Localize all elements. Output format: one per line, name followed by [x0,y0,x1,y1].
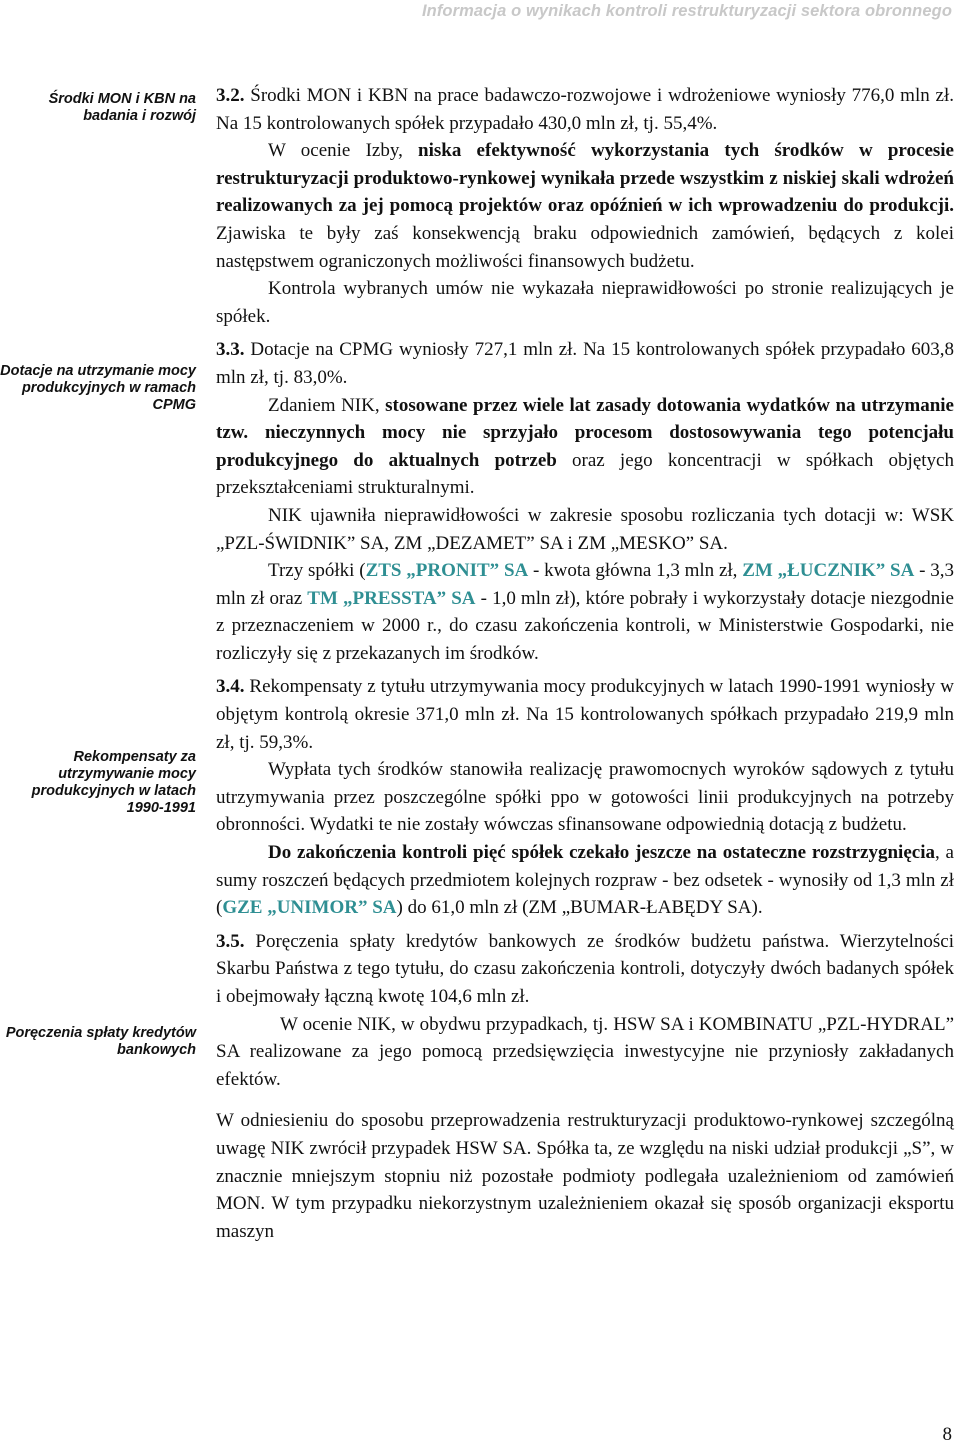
emphasis-text: Do zakończenia kontroli pięć spółek czekało jeszcze na ostateczne rozstrzygnięcia [268,842,935,864]
section-3-3-irregularities: NIK ujawniła nieprawidłowości w zakresie sposobu rozliczania tych dotacji w: WSK „PZL-ŚWIDNIK” SA, ZM „DEZAMET” SA i ZM „MESKO” SA. [216,504,954,554]
company-name: ZTS „PRONIT” SA [365,560,529,582]
emphasis-text: stosowane przez wiele lat zasady dotowania wydatków na utrzymanie tzw. nieczynnych mocy nie sprzyjało procesom dostosowywania tego potencjału produkcyjnego do aktualnych potrzeb [216,394,954,471]
section-3-2-contracts: Kontrola wybranych umów nie wykazała nieprawidłowości po stronie realizujących je spółek. [216,278,954,327]
running-header: Informacja o wynikach kontroli restrukturyzacji sektora obronnego [421,2,952,20]
section-number: 3.3. [216,339,245,361]
section-number: 3.5. [216,930,245,952]
section-number: 3.4. [216,676,245,698]
document-body [216,82,954,1245]
page-number: 8 [942,1424,952,1445]
section-3-3-companies: Trzy spółki (ZTS „PRONIT” SA - kwota główna 1,3 mln zł, ZM „ŁUCZNIK” SA - 3,3 mln zł oraz TM „PRESSTA” SA - 1,0 mln zł), które pobrały i wykorzystały dotacje niezgodnie z przeznaczeniem w 2000 r., do czasu zakończenia kontroli, w Ministerstwie Gospodarki, nie rozliczyły się z przekazanych im środków. [216,560,955,664]
emphasis-text: niska efektywność wykorzystania tych środków w procesie restrukturyzacji produktowo-rynkowej wynikała przede wszystkim z niskiej skali wdrożeń realizowanych za jej pomocą projektów oraz opóźnień w ich wprowadzeniu do produkcji. [216,140,954,217]
section-3-3-paragraph: 3.3. Dotacje na CPMG wyniosły 727,1 mln zł. Na 15 kontrolowanych spółek przypadało 603,8 mln zł, tj. 83,0%. [216,339,954,388]
section-3-2-paragraph: 3.2. Środki MON i KBN na prace badawczo-rozwojowe i wdrożeniowe wyniosły 776,0 mln zł. Na 15 kontrolowanych spółek przypadało 430,0 mln zł, tj. 55,4%. [216,85,954,134]
margin-note-loan-guarantees: Poręczenia spłaty kredytów bankowych [5,1025,196,1058]
section-3-5-paragraph: 3.5. Poręczenia spłaty kredytów bankowych ze środków budżetu państwa. Wierzytelności Skarbu Państwa z tego tytułu, do czasu zakończenia kontroli, dotyczyły dwóch badanych spółek i obejmowały łączną kwotę 104,6 mln zł. [216,930,954,1007]
section-number: 3.2. [216,85,245,106]
closing-paragraph: W odniesieniu do sposobu przeprowadzenia restrukturyzacji produktowo-rynkowej szczególną uwagę NIK zwrócił przypadek HSW SA. Spółka ta, ze względu na niski udział produkcji „S”, w znacznie mniejszym stopniu niż pozostałe podmioty podlegała uzależnieniom od zamówień MON. W tym przypadku niekorzystnym uzależnieniem okazał się sposób organizacji eksportu maszyn [216,1110,954,1242]
margin-note-research-funds: Środki MON i KBN na badania i rozwój [48,91,196,124]
company-name: GZE „UNIMOR” SA [222,897,397,919]
company-name: TM „PRESSTA” SA [307,587,476,609]
section-3-5-assessment: W ocenie NIK, w obydwu przypadkach, tj. HSW SA i KOMBINATU „PZL-HYDRAL” SA realizowane za jego pomocą przedsięwzięcia inwestycyjne nie przyniosły zakładanych efektów. [216,1013,954,1090]
margin-note-cpmg-subsidies: Dotacje na utrzymanie mocy produkcyjnych w ramach CPMG [0,363,196,413]
company-name: ZM „ŁUCZNIK” SA [742,560,915,582]
section-3-4-pending: Do zakończenia kontroli pięć spółek czekało jeszcze na ostateczne rozstrzygnięcia, a sumy roszczeń będących przedmiotem kolejnych rozpraw - bez odsetek - wynosiły od 1,3 mln zł (GZE „UNIMOR” SA) do 61,0 mln zł (ZM „BUMAR-ŁABĘDY SA). [216,842,954,919]
section-3-4-paragraph: 3.4. Rekompensaty z tytułu utrzymywania mocy produkcyjnych w latach 1990-1991 wyniosły w objętym kontrolą okresie 371,0 mln zł. Na 15 kontrolowanych spółkach przypadało 219,9 mln zł, tj. 59,3%. [216,676,954,753]
section-3-3-assessment: Zdaniem NIK, stosowane przez wiele lat zasady dotowania wydatków na utrzymanie tzw. nieczynnych mocy nie sprzyjało procesom dostosowywania tego potencjału produkcyjnego do aktualnych potrzeb oraz jego koncentracji w spółkach objętych przekształceniami strukturalnymi. [216,394,954,499]
section-3-4-payments: Wypłata tych środków stanowiła realizację prawomocnych wyroków sądowych z tytułu utrzymywania przez poszczególne spółki ppo w gotowości linii produkcyjnych na potrzeby obronności. Wydatki te nie zostały wówczas sfinansowane odpowiednią dotacją z budżetu. [216,759,954,836]
section-3-2-assessment: W ocenie Izby, niska efektywność wykorzystania tych środków w procesie restrukturyzacji produktowo-rynkowej wynikała przede wszystkim z niskiej skali wdrożeń realizowanych za jej pomocą projektów oraz opóźnień w ich wprowadzeniu do produkcji. Zjawiska te były zaś konsekwencją braku odpowiednich zamówień, będących z kolei następstwem ograniczonych możliwości finansowych budżetu. [216,140,954,272]
margin-note-compensations: Rekompensaty za utrzymywanie mocy produkcyjnych w latach 1990-1991 [31,749,196,816]
